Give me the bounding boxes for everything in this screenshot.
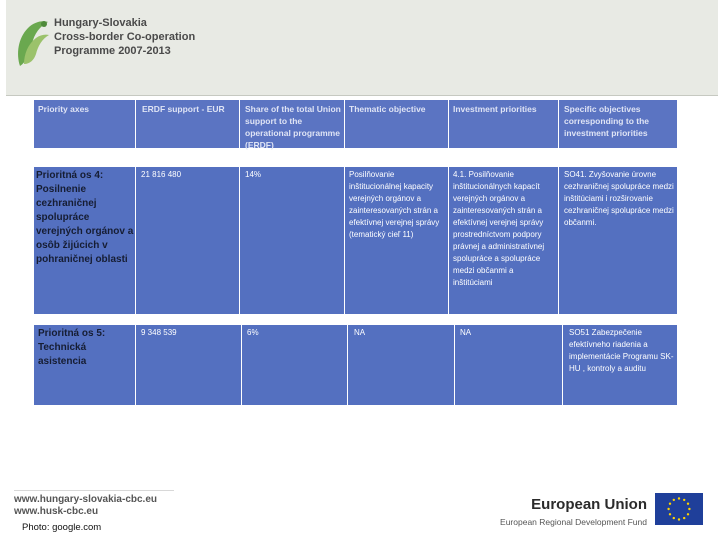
header-investment: Investment priorities <box>453 104 537 114</box>
divider <box>6 95 718 96</box>
logo-line1: Hungary-Slovakia <box>54 17 147 29</box>
header-share: Share of the total Union support to the operational programme (ERDF) <box>245 104 341 150</box>
row2-thematic: NA <box>354 328 366 337</box>
row2-specific: SO51 Zabezpečenie efektívneho riadenia a implementácie Programu SK-HU , kontroly a auditu <box>569 328 674 373</box>
table-row <box>34 167 677 314</box>
row1-axis: Prioritná os 4: Posilnenie cezhraničnej spolupráce verejných orgánov a osôb žijúcich v pohraničnej oblasti <box>36 170 134 265</box>
eu-subtitle: European Regional Development Fund <box>500 517 647 527</box>
row1-thematic: Posilňovanie inštitucionálnej kapacity verejných orgánov a zainteresovaných strán a efektívnej verejnej správy (tematický cieľ 11) <box>349 170 440 239</box>
row1-share: 14% <box>245 170 262 179</box>
row1-investment: 4.1. Posilňovanie inštitucionálnych kapacít verejných orgánov a zainteresovaných strán a efektívnej verejnej správy prostredníctvom podpory právnej a administratívnej spolupráce a spolupráce medzi občanmi a inštitúciami <box>453 170 545 287</box>
table-header <box>34 100 677 148</box>
header-specific: Specific objectives corresponding to the investment priorities <box>564 104 649 138</box>
header-priority-axes: Priority axes <box>38 104 90 114</box>
footer-rule <box>14 490 174 491</box>
row1-erdf: 21 816 480 <box>141 170 182 179</box>
footer-url-1[interactable]: www.hungary-slovakia-cbc.eu <box>14 494 158 505</box>
logo-text <box>54 16 195 58</box>
eu-label <box>487 496 647 528</box>
table-row <box>34 325 677 405</box>
row2-axis: Prioritná os 5: Technická asistencia <box>38 328 106 367</box>
eu-title: European Union <box>531 496 647 513</box>
logo-line3: Programme 2007-2013 <box>54 45 171 57</box>
header-erdf-support: ERDF support - EUR <box>142 104 225 114</box>
footer-links <box>14 494 157 518</box>
row2-erdf: 9 348 539 <box>141 328 177 337</box>
logo-mark-icon <box>14 14 52 72</box>
eu-flag-icon <box>655 493 703 525</box>
row2-investment: NA <box>460 328 472 337</box>
row1-specific: SO41. Zvyšovanie úrovne cezhraničnej spolupráce medzi inštitúciami i rozširovanie cezhraničnej spolupráce medzi občanmi. <box>564 170 674 227</box>
header-thematic: Thematic objective <box>349 104 426 114</box>
photo-credit: Photo: google.com <box>22 522 102 533</box>
row2-share: 6% <box>247 328 259 337</box>
programme-logo <box>14 14 214 76</box>
logo-line2: Cross-border Co-operation <box>54 31 196 43</box>
footer-url-2[interactable]: www.husk-cbc.eu <box>14 506 99 517</box>
